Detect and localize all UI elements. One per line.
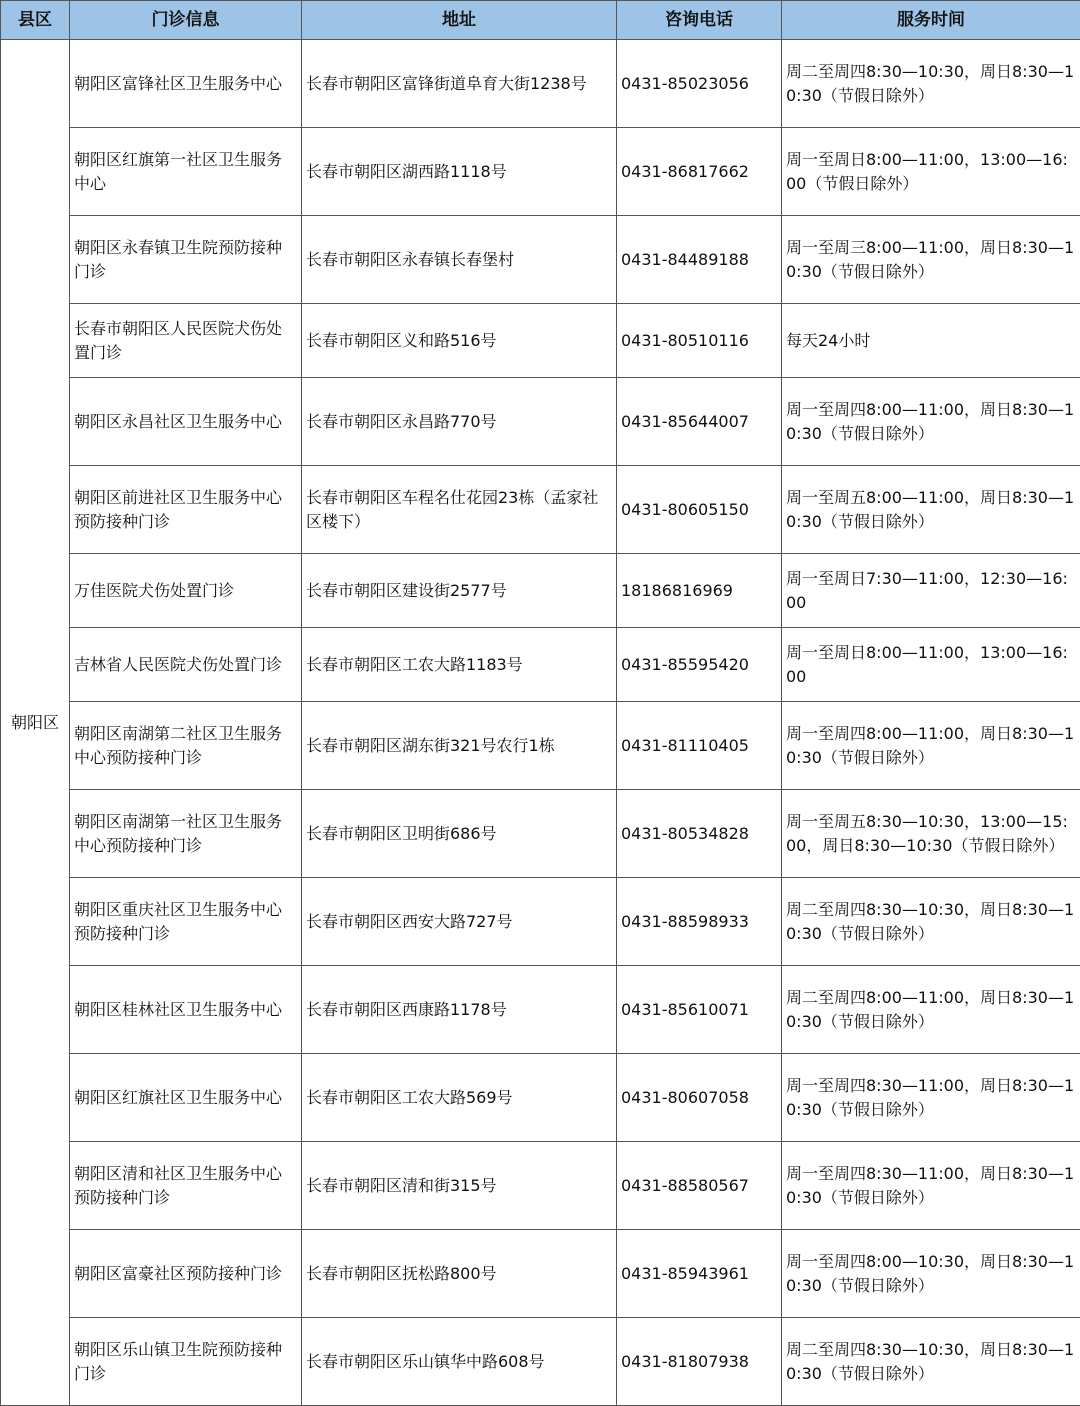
phone-cell: 18186816969: [617, 554, 782, 628]
clinic-cell: 朝阳区富豪社区预防接种门诊: [70, 1230, 302, 1318]
header-clinic: 门诊信息: [70, 1, 302, 40]
table-row: [1, 554, 1080, 628]
address-cell: 长春市朝阳区乐山镇华中路608号: [302, 1318, 617, 1406]
hours-cell: 每天24小时: [782, 304, 1080, 378]
hours-cell: 周二至周四8:30—10:30，周日8:30—10:30（节假日除外）: [782, 878, 1080, 966]
table-row: [1, 128, 1080, 216]
phone-cell: 0431-84489188: [617, 216, 782, 304]
address-cell: 长春市朝阳区建设街2577号: [302, 554, 617, 628]
clinic-cell: 朝阳区南湖第一社区卫生服务中心预防接种门诊: [70, 790, 302, 878]
clinic-cell: 朝阳区南湖第二社区卫生服务中心预防接种门诊: [70, 702, 302, 790]
table-row: [1, 1142, 1080, 1230]
hours-cell: 周一至周四8:30—11:00，周日8:30—10:30（节假日除外）: [782, 1142, 1080, 1230]
address-cell: 长春市朝阳区西安大路727号: [302, 878, 617, 966]
table-row: [1, 878, 1080, 966]
address-cell: 长春市朝阳区永昌路770号: [302, 378, 617, 466]
phone-cell: 0431-85610071: [617, 966, 782, 1054]
header-hours: 服务时间: [782, 1, 1080, 40]
address-cell: 长春市朝阳区西康路1178号: [302, 966, 617, 1054]
clinic-cell: 长春市朝阳区人民医院犬伤处置门诊: [70, 304, 302, 378]
clinic-cell: 吉林省人民医院犬伤处置门诊: [70, 628, 302, 702]
table-row: [1, 216, 1080, 304]
table-row: [1, 1230, 1080, 1318]
phone-cell: 0431-80510116: [617, 304, 782, 378]
address-cell: 长春市朝阳区抚松路800号: [302, 1230, 617, 1318]
hours-cell: 周一至周五8:30—10:30，13:00—15:00，周日8:30—10:30（节假日除外）: [782, 790, 1080, 878]
clinic-cell: 朝阳区富锋社区卫生服务中心: [70, 40, 302, 128]
table-row: [1, 1054, 1080, 1142]
address-cell: 长春市朝阳区永春镇长春堡村: [302, 216, 617, 304]
clinic-cell: 朝阳区红旗社区卫生服务中心: [70, 1054, 302, 1142]
header-district: 县区: [1, 1, 70, 40]
hours-cell: 周一至周日7:30—11:00，12:30—16:00: [782, 554, 1080, 628]
clinic-cell: 朝阳区红旗第一社区卫生服务中心: [70, 128, 302, 216]
address-cell: 长春市朝阳区湖西路1118号: [302, 128, 617, 216]
phone-cell: 0431-80534828: [617, 790, 782, 878]
table-body: [1, 40, 1080, 1406]
clinic-cell: 朝阳区永春镇卫生院预防接种门诊: [70, 216, 302, 304]
table-row: [1, 378, 1080, 466]
address-cell: 长春市朝阳区湖东街321号农行1栋: [302, 702, 617, 790]
phone-cell: 0431-85595420: [617, 628, 782, 702]
phone-cell: 0431-80607058: [617, 1054, 782, 1142]
hours-cell: 周一至周四8:00—11:00，周日8:30—10:30（节假日除外）: [782, 378, 1080, 466]
phone-cell: 0431-86817662: [617, 128, 782, 216]
phone-cell: 0431-88598933: [617, 878, 782, 966]
hours-cell: 周一至周五8:00—11:00，周日8:30—10:30（节假日除外）: [782, 466, 1080, 554]
clinic-cell: 朝阳区前进社区卫生服务中心预防接种门诊: [70, 466, 302, 554]
address-cell: 长春市朝阳区富锋街道阜育大街1238号: [302, 40, 617, 128]
table-row: [1, 966, 1080, 1054]
table-row: [1, 1318, 1080, 1406]
hours-cell: 周一至周日8:00—11:00，13:00—16:00: [782, 628, 1080, 702]
address-cell: 长春市朝阳区工农大路569号: [302, 1054, 617, 1142]
phone-cell: 0431-81807938: [617, 1318, 782, 1406]
address-cell: 长春市朝阳区清和街315号: [302, 1142, 617, 1230]
address-cell: 长春市朝阳区车程名仕花园23栋（孟家社区楼下）: [302, 466, 617, 554]
clinic-cell: 万佳医院犬伤处置门诊: [70, 554, 302, 628]
table-row: [1, 40, 1080, 128]
table-row: [1, 790, 1080, 878]
phone-cell: 0431-85943961: [617, 1230, 782, 1318]
phone-cell: 0431-88580567: [617, 1142, 782, 1230]
table-row: [1, 466, 1080, 554]
header-address: 地址: [302, 1, 617, 40]
table-row: [1, 628, 1080, 702]
hours-cell: 周二至周四8:00—11:00，周日8:30—10:30（节假日除外）: [782, 966, 1080, 1054]
table-header-row: [1, 1, 1080, 40]
clinic-cell: 朝阳区重庆社区卫生服务中心预防接种门诊: [70, 878, 302, 966]
hours-cell: 周一至周三8:00—11:00，周日8:30—10:30（节假日除外）: [782, 216, 1080, 304]
clinic-cell: 朝阳区乐山镇卫生院预防接种门诊: [70, 1318, 302, 1406]
phone-cell: 0431-80605150: [617, 466, 782, 554]
clinic-cell: 朝阳区桂林社区卫生服务中心: [70, 966, 302, 1054]
clinic-cell: 朝阳区清和社区卫生服务中心预防接种门诊: [70, 1142, 302, 1230]
address-cell: 长春市朝阳区义和路516号: [302, 304, 617, 378]
phone-cell: 0431-81110405: [617, 702, 782, 790]
hours-cell: 周一至周四8:30—11:00，周日8:30—10:30（节假日除外）: [782, 1054, 1080, 1142]
clinic-cell: 朝阳区永昌社区卫生服务中心: [70, 378, 302, 466]
address-cell: 长春市朝阳区卫明街686号: [302, 790, 617, 878]
phone-cell: 0431-85023056: [617, 40, 782, 128]
header-phone: 咨询电话: [617, 1, 782, 40]
district-cell: 朝阳区: [1, 40, 70, 1406]
table-row: [1, 304, 1080, 378]
phone-cell: 0431-85644007: [617, 378, 782, 466]
hours-cell: 周二至周四8:30—10:30，周日8:30—10:30（节假日除外）: [782, 1318, 1080, 1406]
table-row: [1, 702, 1080, 790]
address-cell: 长春市朝阳区工农大路1183号: [302, 628, 617, 702]
hours-cell: 周二至周四8:30—10:30，周日8:30—10:30（节假日除外）: [782, 40, 1080, 128]
hours-cell: 周一至周四8:00—10:30，周日8:30—10:30（节假日除外）: [782, 1230, 1080, 1318]
hours-cell: 周一至周日8:00—11:00，13:00—16:00（节假日除外）: [782, 128, 1080, 216]
hours-cell: 周一至周四8:00—11:00，周日8:30—10:30（节假日除外）: [782, 702, 1080, 790]
